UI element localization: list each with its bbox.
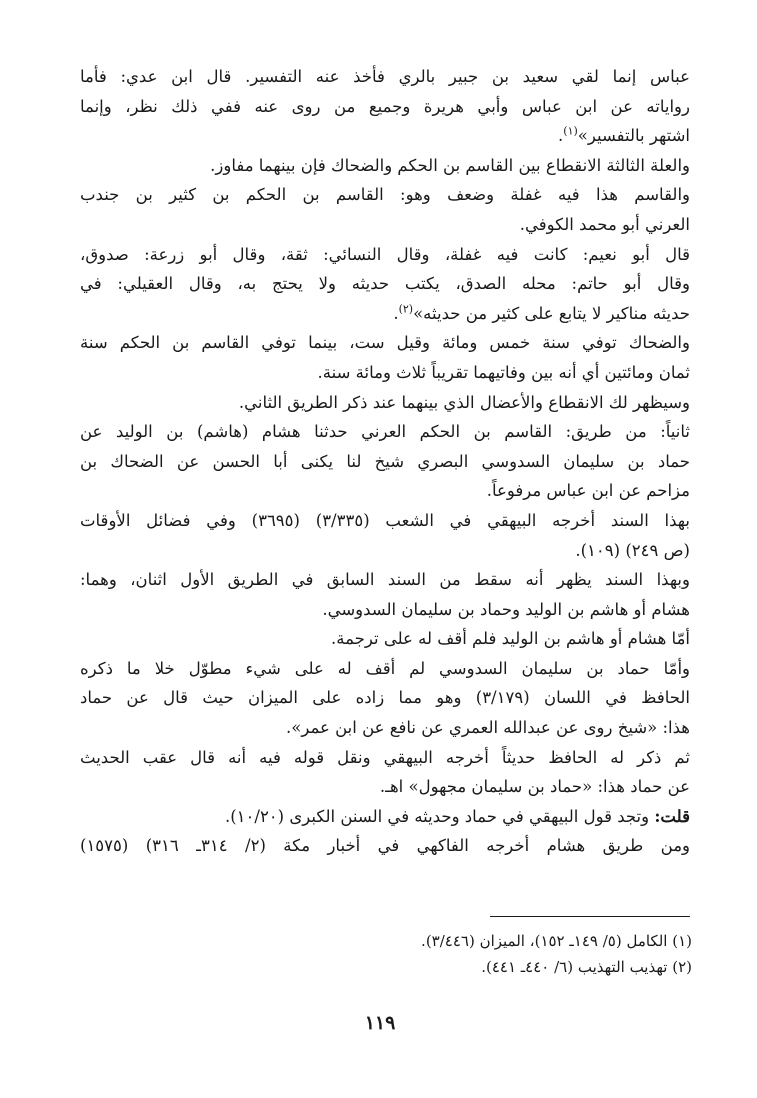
body-text [80,62,690,861]
text-line [80,417,690,447]
line-text: عن حماد هذا: «حماد بن سليمان مجهول» اهـ. [379,777,690,797]
line-punct: . [558,126,564,146]
line-text: وسيظهر لك الانقطاع والأعضال الذي بينهما عند ذكر الطريق الثاني. [238,392,690,412]
line-text: أمّا هشام أو هاشم بن الوليد فلم أقف له على ترجمة. [331,629,690,649]
text-line [80,358,690,388]
text-line [80,683,690,713]
line-text: الحافظ في اللسان (٣/١٧٩) وهو مما زاده على الميزان حيث قال عن حماد [80,688,690,708]
text-line [80,565,690,595]
text-line [80,743,690,773]
footnote-ref: (٢) [398,302,414,316]
line-text: ثانياً: من طريق: القاسم بن الحكم العرني حدثنا هشام (هاشم) بن الوليد عن [80,422,690,442]
line-text: رواياته عن ابن عباس وأبي هريرة وجميع من روى عنه ففي ذلك نظر، وإنما [80,96,690,116]
line-text: وقال أبو حاتم: محله الصدق، يكتب حديثه ولا يحتج به، وقال العقيلي: في [80,274,690,294]
line-text: حماد بن سليمان السدوسي البصري شيخ لنا يكنى أبا الحسن عن الضحاك بن [80,451,690,471]
line-text: والقاسم هذا فيه غفلة وضعف وهو: القاسم بن الحكم بن كثير بن جندب [80,185,690,205]
page-number: ١١٩ [364,1012,396,1034]
text-line [80,536,690,566]
line-text: وبهذا السند يظهر أنه سقط من السند السابق في الطريق الأول اثنان، وهما: [80,570,690,590]
text-line [80,180,690,210]
line-text: العرني أبو محمد الكوفي. [519,214,690,234]
footnote-ref: (١) [563,124,578,138]
line-text: ومن طريق هشام أخرجه الفاكهي في أخبار مكة (٢/ ٣١٤ـ ٣١٦) (١٥٧٥) [80,836,690,856]
text-line [80,92,690,122]
line-punct: . [393,303,399,323]
text-line [80,654,690,684]
text-line [80,240,690,270]
line-text: وتجد قول البيهقي في حماد وحديثه في السنن الكبرى (١٠/٢٠). [224,806,655,826]
text-line [80,447,690,477]
text-line [80,269,690,299]
footnotes [80,928,692,980]
line-text: اشتهر بالتفسير» [577,126,690,146]
line-text: بهذا السند أخرجه البيهقي في الشعب (٣/٣٣٥) (٣٦٩٥) وفي فضائل الأوقات [80,510,690,530]
line-text: (ص ٢٤٩) (١٠٩). [575,540,690,560]
line-text: ثم ذكر له الحافظ حديثاً أخرجه البيهقي ونقل قوله فيه أنه قال عقب الحديث [80,747,690,767]
bold-lead: قلت: [654,806,690,826]
text-line [80,802,690,832]
text-line [80,121,690,151]
text-line [80,151,690,181]
line-text: عباس إنما لقي سعيد بن جبير بالري فأخذ عنه التفسير. قال ابن عدي: فأما [80,67,690,86]
text-line [80,62,690,92]
line-text: مزاحم عن ابن عباس مرفوعاً. [486,481,690,501]
text-line [80,388,690,418]
footnote-2: (٢) تهذيب التهذيب (٦/ ٤٤٠ـ ٤٤١). [481,958,692,976]
line-text: وأمّا حماد بن سليمان السدوسي لم أقف له على شيء مطوّل خلا ما ذكره [80,658,690,678]
footnote-1: (١) الكامل (٥/ ١٤٩ـ ١٥٢)، الميزان (٣/٤٤٦). [421,932,692,950]
line-text: ثمان ومائتين أي أنه بين وفاتيهما تقريباً ثلاث ومائة سنة. [317,362,690,382]
footnote-separator [490,916,690,917]
line-text: قال أبو نعيم: كانت فيه غفلة، وقال النسائي: ثقة، وقال أبو زرعة: صدوق، [80,244,690,264]
text-line [80,713,690,743]
text-line [80,210,690,240]
text-line [80,328,690,358]
line-text: والعلة الثالثة الانقطاع بين القاسم بن الحكم والضحاك فإن بينهما مفاوز. [210,155,690,175]
text-line [80,772,690,802]
text-line [80,476,690,506]
line-text: والضحاك توفي سنة خمس ومائة وقيل ست، بينما توفي القاسم بن الحكم سنة [80,333,690,353]
line-text: هذا: «شيخ روى عن عبدالله العمري عن نافع عن ابن عمر». [286,718,690,738]
line-text: حديثه مناكير لا يتابع على كثير من حديثه» [413,303,690,323]
text-line [80,595,690,625]
text-line [80,506,690,536]
text-line [80,299,690,329]
line-text: هشام أو هاشم بن الوليد وحماد بن سليمان السدوسي. [322,599,690,619]
text-line [80,831,690,861]
text-line [80,624,690,654]
